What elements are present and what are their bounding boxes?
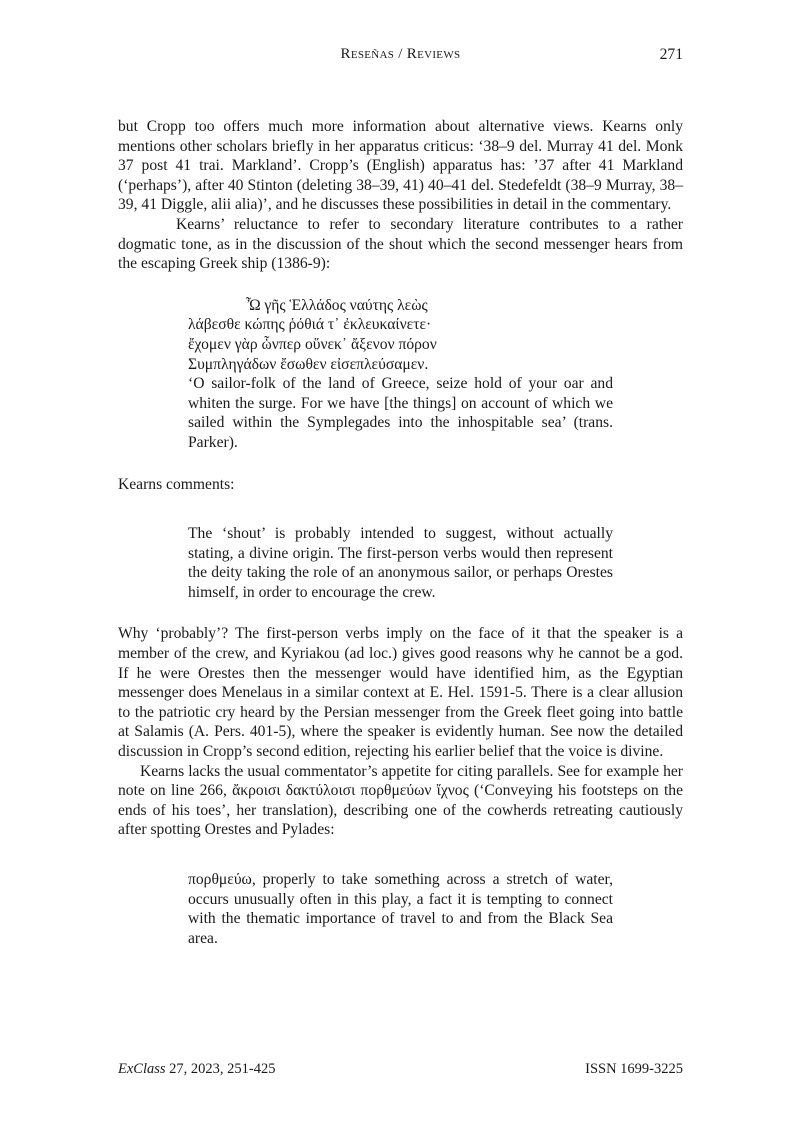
paragraph: Kearns comments:	[118, 475, 235, 493]
running-title: Reseñas / Reviews	[340, 46, 461, 62]
paragraph: Kearns’ reluctance to refer to secondary literature contributes to a rather dogmatic tone, as in the discussion of the shout which the second messenger hears from the escaping Greek ship (1386-9):	[118, 215, 683, 273]
greek-line: Ὦ γῆς Ἑλλάδος ναύτης λεὼς	[246, 296, 428, 314]
main-text	[118, 117, 683, 948]
paragraph: Kearns lacks the usual commentator’s appetite for citing parallels. See for example her note on line 266, ἄκροισι δακτύλοισι πορθμεύων ἴχνος (‘Conveying his footsteps on the ends of his toes’, her translation), describing one of the cowherds retreating cautiously after spotting Orestes and Pylades:	[118, 762, 683, 839]
paragraph: Why ‘probably’? The first-person verbs imply on the face of it that the speaker is a member of the crew, and Kyriakou (ad loc.) gives good reasons why he cannot be a god. If he were Orestes then the messenger would have identified him, as the Egyptian messenger does Menelaus in a similar context at E. Hel. 1591-5. There is a clear allusion to the patriotic cry heard by the Persian messenger from the Greek fleet going into battle at Salamis (A. Pers. 401-5), where the speaker is evidently human. See now the detailed discussion in Cropp’s second edition, rejecting his earlier belief that the voice is divine.	[118, 625, 683, 761]
issn: ISSN 1699-3225	[585, 1061, 683, 1077]
greek-verse-quote	[188, 296, 683, 374]
translation: ‘O sailor-folk of the land of Greece, seize hold of your oar and whiten the surge. For we have [the things] on account of which we sailed within the Symplegades into the inhospitable sea’ (trans. Parker).	[188, 375, 613, 451]
journal-citation: ExClass 27, 2023, 251-425	[118, 1061, 276, 1077]
greek-line: λάβεσθε κώπης ῥόθιά τ᾽ ἐκλευκαίνετε·	[188, 316, 432, 334]
page-number: 271	[659, 46, 683, 63]
block-quote: The ‘shout’ is probably intended to suggest, without actually stating, a divine origin. The first-person verbs would then represent the deity taking the role of an anonymous sailor, or perhaps Orestes himself, in order to encourage the crew.	[188, 525, 613, 601]
paragraph: but Cropp too offers much more information about alternative views. Kearns only mentions other scholars briefly in her apparatus criticus: ‘38–9 del. Murray 41 del. Monk 37 post 41 trai. Markland’. Cropp’s (English) apparatus has: ’37 after 41 Markland (‘perhaps’), after 40 Stinton (deleting 38–39, 41) 40–41 del. Stedefeldt (38–9 Murray, 38–39, 41 Diggle, alii alia)’, and he discusses these possibilities in detail in the commentary.	[118, 118, 683, 214]
block-quote: πορθμεύω, properly to take something across a stretch of water, occurs unusually often in this play, a fact it is tempting to connect with the thematic importance of travel to and from the Black Sea area.	[188, 871, 613, 947]
greek-line: ἔχομεν γὰρ ὧνπερ οὕνεκ᾽ ἄξενον πόρον	[188, 335, 437, 353]
page-footer	[118, 1060, 683, 1080]
greek-line: Συμπληγάδων ἔσωθεν εἰσεπλεύσαμεν.	[188, 355, 429, 373]
